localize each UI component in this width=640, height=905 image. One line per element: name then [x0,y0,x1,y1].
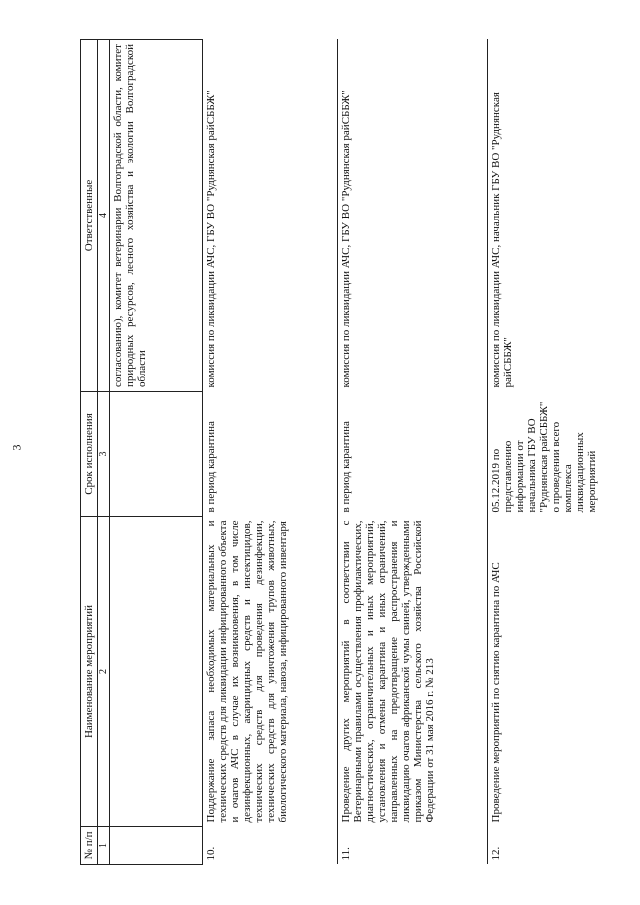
header-responsible: Ответственные [81,40,98,392]
row-name: Поддержание запаса необходимых материальных и технических средств для ликвидации инфицированного объекта и очагов АЧС в случае их возникновения, в том числе дезинфекционных, акарицидных средств и инсектицидов, технических средств для проведения дезинфекции, технических средств для уничтожения трупов животных, биологического материала, навоза, инфицированного инвентаря [203,517,338,827]
header-name: Наименование мероприятий [81,517,98,827]
cell-empty [110,392,203,517]
header-num: № п/п [81,827,98,865]
row-name: Проведение других мероприятий в соответствии с Ветеринарными правилами осуществления профилактических, диагностических, ограничительных и иных мероприятий, установления и отмены карантина и иных ограничений, направленных на предотвращение распространения и ликвидацию очагов африканской чумы свиней, утвержденными приказом Министерства сельского хозяйства Российской Федерации от 31 мая 2016 г. № 213 [338,517,488,827]
table-header-row [81,40,98,865]
row-responsible: комиссия по ликвидации АЧС, ГБУ ВО "Руднянская райСББЖ" [338,40,488,392]
cell-empty [110,827,203,865]
row-number: 11. [338,827,488,865]
row-responsible: комиссия по ликвидации АЧС, начальник ГБУ ВО "Руднянская райСББЖ" [488,40,601,392]
column-number-row [98,40,110,865]
header-term: Срок исполнения [81,392,98,517]
table-row [338,40,488,865]
row-responsible: комиссия по ликвидации АЧС, ГБУ ВО "Руднянская райСББЖ" [203,40,338,392]
measures-table [80,39,600,865]
rotated-table-container [80,40,598,865]
row-term: в период карантина [203,392,338,517]
column-number: 4 [98,40,110,392]
cell-empty [110,517,203,827]
column-number: 1 [98,827,110,865]
row-number: 12. [488,827,601,865]
table-row [203,40,338,865]
row-name: Проведение мероприятий по снятию карантина по АЧС [488,517,601,827]
table-row [488,40,601,865]
row-number: 10. [203,827,338,865]
continuation-row [110,40,203,865]
row-term: 05.12.2019 по представлению информации от начальника ГБУ ВО "Руднянская райСББЖ" о проведении всего комплекса ликвидационных мероприятий [488,392,601,517]
continuation-responsible: согласованию), комитет ветеринарии Волгоградской области, комитет природных ресурсов, лесного хозяйства и экологии Волгоградской области [110,40,203,392]
column-number: 2 [98,517,110,827]
page-number: 3 [9,444,24,451]
column-number: 3 [98,392,110,517]
row-term: в период карантина [338,392,488,517]
